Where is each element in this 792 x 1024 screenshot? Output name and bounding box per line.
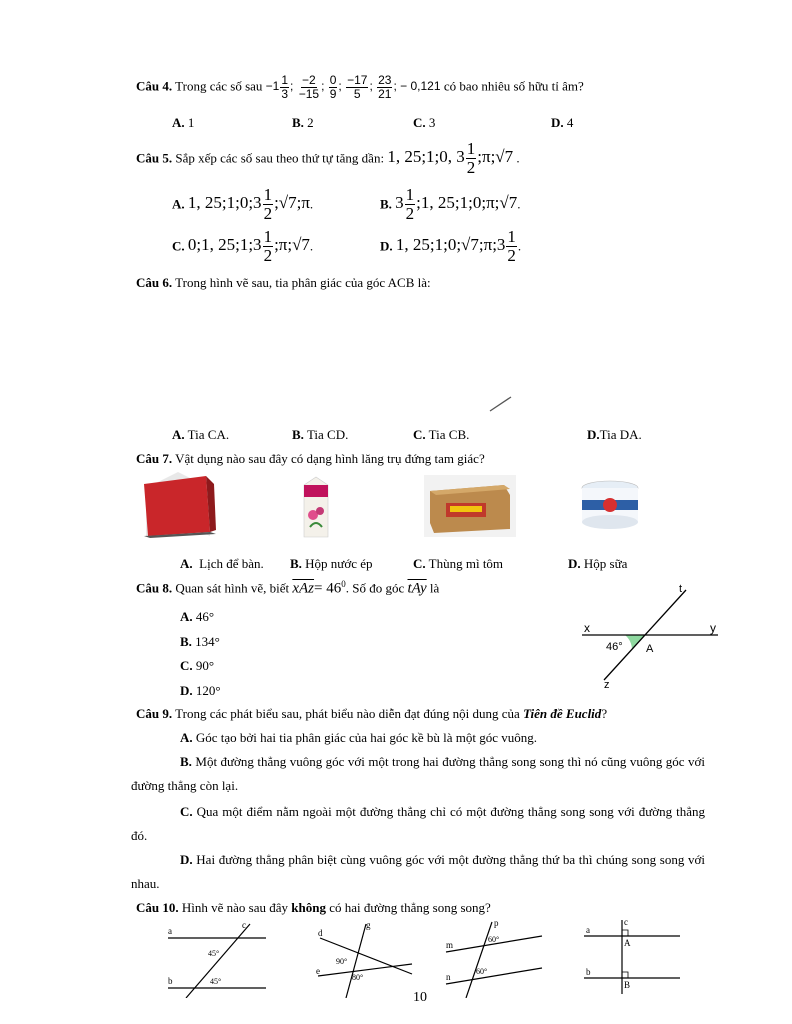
q8-figure (578, 580, 724, 692)
q4-numbers: −1 $\frac{1}{3}$ ; $\frac{-2}{-15}$ ; $\frac{0}{9}$ ; $\frac{-17}{5}$ ; $\frac{23}{21}$ ; − 0,121 (265, 73, 441, 101)
q7-option-a[interactable]: A. Lịch để bàn. (180, 556, 264, 571)
q9-question: Câu 9. Trong các phát biểu sau, phát biểu nào diễn đạt đúng nội dung của Tiên đề Euclid? (136, 706, 608, 721)
q7-option-c[interactable]: C. Thùng mì tôm (413, 556, 504, 571)
q10-figure-1[interactable] (164, 920, 270, 998)
q9-option-b[interactable]: B. Một đường thẳng vuông góc với một trong hai đường thẳng song song thì nó cũng vuông góc với đường thẳng còn lại. (131, 754, 706, 793)
q9-emphasis: Tiên đề Euclid (523, 706, 602, 721)
q7-label: Câu 7. (136, 451, 173, 466)
milk-can-image (578, 478, 642, 534)
svg-text:a: a (168, 926, 172, 936)
q4-option-d[interactable]: D. 4 (551, 115, 574, 130)
svg-text:b: b (586, 967, 591, 977)
q5-expr: 1, 25;1;0, 3 $\frac{1}{2}$ ;π;√7 (387, 139, 514, 177)
q10-figure-3[interactable] (440, 918, 546, 998)
svg-text:p: p (494, 918, 499, 928)
svg-text:b: b (168, 976, 173, 986)
svg-text:a: a (586, 925, 590, 935)
q8-angle-xAz: $\overline{xAz}$ (292, 580, 315, 597)
q8-angle-fill (625, 635, 645, 650)
q5-option-a[interactable]: A. 1, 25;1;0;3 $\frac{1}{2}$ ;√7;π. (172, 185, 314, 223)
q8-question: Câu 8. Quan sát hình vẽ, biết $\overline{xAz}= 46^0$. Số đo góc $\overline{tAy}$ là (136, 579, 440, 597)
svg-text:d: d (318, 928, 323, 938)
q10-bold-khong: không (291, 900, 326, 915)
q4-text: Trong các số sau (175, 78, 263, 94)
q10-question: Câu 10. Hình vẽ nào sau đây không có hai đường thẳng song song? (136, 900, 491, 915)
q6-option-c[interactable]: C. Tia CB. (413, 427, 470, 442)
q6-label: Câu 6. (136, 275, 173, 290)
q9-option-c[interactable]: C. Qua một điểm nằm ngoài một đường thẳng chỉ có một đường thẳng song song với đường thẳng đó. (131, 804, 706, 843)
svg-text:g: g (366, 920, 371, 930)
q5-text: Sắp xếp các số sau theo thứ tự tăng dần: (175, 150, 385, 166)
q9-option-a[interactable]: A. Góc tạo bởi hai tia phân giác của hai góc kề bù là một góc vuông. (180, 730, 538, 745)
q6-option-b[interactable]: B. Tia CD. (292, 427, 349, 442)
calendar-image (138, 470, 218, 542)
juice-box-image (298, 475, 334, 541)
q5-label: Câu 5. (136, 150, 173, 166)
q8-label-z: z (604, 679, 610, 691)
svg-text:c: c (624, 917, 628, 927)
svg-text:B: B (624, 980, 631, 990)
svg-text:A: A (624, 938, 631, 948)
q7-option-b[interactable]: B. Hộp nước ép (290, 556, 373, 571)
q8-option-b[interactable]: B. 134° (180, 634, 220, 649)
q4-option-a[interactable]: A. 1 (172, 115, 195, 130)
q8-option-d[interactable]: D. 120° (180, 683, 221, 698)
svg-text:45°: 45° (208, 949, 220, 958)
svg-text:60°: 60° (476, 967, 488, 976)
svg-text:c: c (242, 920, 246, 930)
q7-text: Vật dụng nào sau đây có dạng hình lăng trụ đứng tam giác? (175, 451, 485, 466)
q8-label-t: t (679, 583, 683, 595)
q7-question (136, 451, 485, 467)
q4-option-c[interactable]: C. 3 (413, 115, 436, 130)
page-number: 10 (413, 990, 427, 1005)
q8-angle-tAy: $\overline{tAy}$ (407, 580, 427, 597)
q6-option-a[interactable]: A. Tia CA. (172, 427, 230, 442)
svg-text:m: m (446, 940, 454, 950)
q9-option-d[interactable]: D. Hai đường thẳng phân biệt cùng vuông góc với một đường thẳng thứ ba thì chúng song song với nhau. (131, 852, 705, 891)
q5-option-c[interactable]: C. 0;1, 25;1;3 $\frac{1}{2}$ ;π;√7. (172, 227, 314, 265)
q4-text-after: có bao nhiêu số hữu tỉ âm? (443, 78, 584, 94)
q8-label-x: x (584, 621, 590, 635)
q4-question (136, 74, 584, 100)
q10-label: Câu 10. (136, 900, 179, 915)
q8-label-y: y (710, 621, 716, 635)
q4-label: Câu 4. (136, 78, 173, 94)
q8-label-A: A (646, 643, 654, 655)
q6-figure-fragment (488, 395, 514, 413)
svg-text:45°: 45° (210, 977, 222, 986)
q8-option-a[interactable]: A. 46° (180, 609, 215, 624)
q5-question: Câu 5. Sắp xếp các số sau theo thứ tự tăng dần: 1, 25;1;0, 3 $\frac{1}{2}$ ;π;√7 . (136, 139, 520, 177)
svg-text:80°: 80° (352, 973, 364, 982)
svg-text:90°: 90° (336, 957, 348, 966)
svg-text:e: e (316, 966, 320, 976)
q4-option-b[interactable]: B. 2 (292, 115, 314, 130)
noodle-box-image (424, 475, 516, 537)
q8-label-angle: 46° (606, 641, 623, 653)
q9-label: Câu 9. (136, 706, 173, 721)
q6-question (136, 275, 431, 291)
svg-text:60°: 60° (488, 935, 500, 944)
svg-text:n: n (446, 972, 451, 982)
q5-option-b[interactable]: B. 3 $\frac{1}{2}$ ;1, 25;1;0;π;√7. (380, 185, 521, 223)
q8-option-c[interactable]: C. 90° (180, 658, 215, 673)
q7-option-d[interactable]: D. Hộp sữa (568, 556, 628, 571)
q8-label: Câu 8. (136, 580, 173, 596)
q10-figure-2[interactable] (310, 920, 416, 998)
q6-text: Trong hình vẽ sau, tia phân giác của góc ACB là: (175, 275, 431, 290)
q5-option-d[interactable]: D. 1, 25;1;0;√7;π;3 $\frac{1}{2}$ . (380, 227, 522, 265)
q6-option-d[interactable]: D.Tia DA. (587, 427, 642, 442)
q10-figure-4[interactable] (580, 916, 684, 996)
